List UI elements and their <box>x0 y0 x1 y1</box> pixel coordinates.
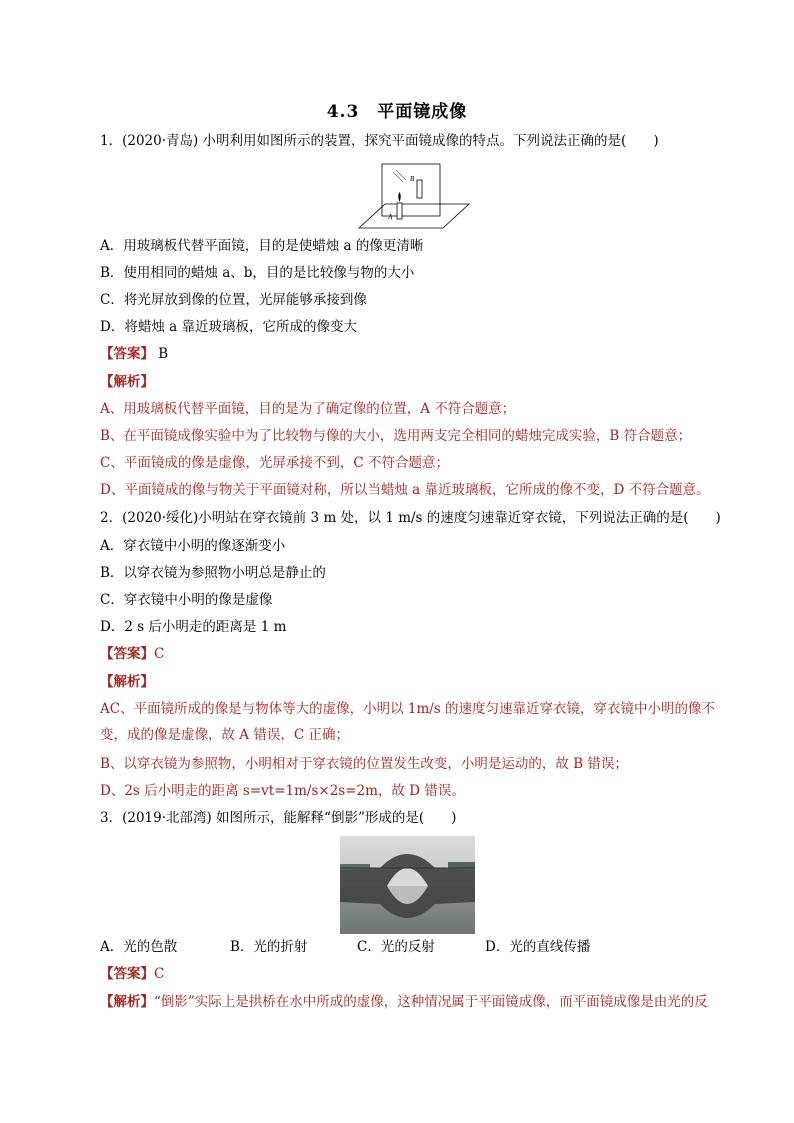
q3-stem: 3．(2019·北部湾) 如图所示，能解释“倒影”形成的是( ) <box>100 810 457 826</box>
q3-analysis-text: “倒影”实际上是拱桥在水中所成的虚像，这种情况属于平面镜成像，而平面镜成像是由光的反 <box>154 994 708 1010</box>
q2-answer-label: 【答案】 <box>100 646 154 662</box>
figure-label-b: B <box>410 175 415 183</box>
q3-answer-label: 【答案】 <box>100 966 154 982</box>
q3-option-d: D．光的直线传播 <box>485 939 591 955</box>
q1-analysis-label: 【解析】 <box>100 374 154 390</box>
q2-option-c: C．穿衣镜中小明的像是虚像 <box>100 592 273 608</box>
q1-option-b: B．使用相同的蜡烛 a、b，目的是比较像与物的大小 <box>100 265 415 281</box>
q2-option-a: A．穿衣镜中小明的像逐渐变小 <box>100 538 286 554</box>
q2-option-b: B．以穿衣镜为参照物小明总是静止的 <box>100 565 326 581</box>
q2-option-d: D．2 s 后小明走的距离是 1 m <box>100 619 287 635</box>
q3-options <box>100 938 590 956</box>
q3-option-c: C．光的反射 <box>357 939 435 955</box>
q2-stem: 2．(2020·绥化)小明站在穿衣镜前 3 m 处，以 1 m/s 的速度匀速靠近穿衣镜，下列说法正确的是( ) <box>100 510 721 526</box>
page-title: 4.3 平面镜成像 <box>326 102 468 122</box>
mirror-experiment-figure <box>355 158 473 233</box>
q1-answer-label: 【答案】 <box>100 346 154 362</box>
q2-answer-value: C <box>154 646 165 662</box>
q3-answer-value: C <box>154 966 165 982</box>
q1-answer <box>100 345 168 363</box>
q3-analysis-label: 【解析】 <box>100 994 154 1010</box>
figure-label-a: A <box>388 213 393 221</box>
bridge-reflection-photo <box>340 836 475 934</box>
q3-analysis <box>100 993 708 1011</box>
q3-option-b: B．光的折射 <box>230 939 308 955</box>
q1-analysis-a: A、用玻璃板代替平面镜，目的是为了确定像的位置，A 不符合题意； <box>100 401 516 417</box>
q2-analysis-label: 【解析】 <box>100 674 154 690</box>
q2-analysis-b: B、以穿衣镜为参照物，小明相对于穿衣镜的位置发生改变，小明是运动的，故 B 错误； <box>100 756 628 772</box>
q2-analysis-d: D、2s 后小明走的距离 s=vt=1m/s×2s=2m，故 D 错误。 <box>100 783 465 799</box>
q3-answer <box>100 965 164 983</box>
q1-analysis-d: D、平面镜成的像与物关于平面镜对称，所以当蜡烛 a 靠近玻璃板，它所成的像不变，D 不符合题意。 <box>100 482 710 498</box>
q2-answer <box>100 645 164 663</box>
q3-option-a: A．光的色散 <box>100 939 178 955</box>
q1-option-d: D．将蜡烛 a 靠近玻璃板，它所成的像变大 <box>100 319 357 335</box>
q1-analysis-c: C、平面镜成的像是虚像，光屏承接不到，C 不符合题意； <box>100 455 449 471</box>
q1-option-a: A．用玻璃板代替平面镜，目的是使蜡烛 a 的像更清晰 <box>100 238 424 254</box>
q2-analysis-ac: AC、平面镜所成的像是与物体等大的虚像，小明以 1m/s 的速度匀速靠近穿衣镜，穿衣镜中小明的像不变，成的像是虚像，故 A 错误，C 正确； <box>100 701 716 743</box>
q1-option-c: C．将光屏放到像的位置，光屏能够承接到像 <box>100 292 367 308</box>
q1-analysis-b: B、在平面镜成像实验中为了比较物与像的大小，选用两支完全相同的蜡烛完成实验，B 符合题意； <box>100 428 692 444</box>
q1-stem: 1．(2020·青岛) 小明利用如图所示的装置，探究平面镜成像的特点。下列说法正确的是( ) <box>100 133 659 149</box>
q1-answer-value: B <box>154 346 169 362</box>
